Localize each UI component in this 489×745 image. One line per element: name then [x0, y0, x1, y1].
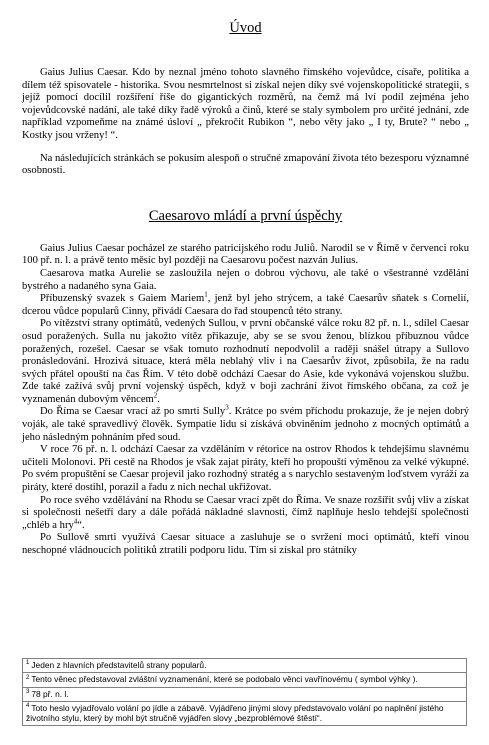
paragraph-text: . Krátce po svém příchodu prokazuje, že je nejen dobrý voják, ale také spravedlivý člověk. Sympatie lidu si získává obviněním jednoho z mocných optimátů a jeho následným pohnáním před soud.	[22, 406, 469, 443]
footnote-ref-4[interactable]: 4	[73, 517, 78, 526]
footnote-4	[23, 701, 466, 726]
footnote-text: Toto heslo vyjadřovalo volání po jídle a zábavě. Vyjádřeno jinými slovy představovalo volání po naplnění jistého životního stylu, který by mohl být stručně vyjádřen slovy „bezproblémové štěstí“.	[26, 702, 444, 724]
intro-paragraph-1: Gaius Julius Caesar. Kdo by neznal jméno tohoto slavného římského vojevůdce, císaře, politika a dílem též spisovatele - historika. Svou nesmrtelnost si získal nejen díky své vojenskopolitické strategii, s jejíž pomocí docílil rozšíření říše do gigantických rozměrů, na čemž má lví podíl zejména jeho vojevůdcovské nadání, ale také díky řadě výroků a činů, které se staly symbolem pro určité jednání, zde například vzpomeňme na známé úsloví „ překročit Rubikon “, nebo věty jako „ I ty, Brute? “ nebo „ Kostky jsou vrženy! “.	[22, 67, 469, 141]
intro-title: Úvod	[229, 20, 262, 36]
footnote-number: 1	[26, 660, 30, 667]
paragraph-text: Po roce svého vzdělávání na Rhodu se Caesar vrací zpět do Říma. Ve snaze rozšířit svůj vliv a získat si společnosti nešetří dary a dále pořádá nákladné slavnosti, čímž naplňuje heslo tehdejší společnosti „chléb a hry	[22, 494, 469, 531]
paragraph-text: Příbuzenský svazek s Gaiem Mariem	[40, 293, 205, 305]
paragraph-text: “.	[77, 519, 85, 531]
footnote-number: 3	[26, 688, 30, 695]
footnotes	[22, 658, 467, 726]
footnote-ref-2[interactable]: 2	[153, 391, 158, 400]
paragraph-text: , jenž byl jeho strýcem, a také Caesarův sňatek s Cornelií, dcerou vůdce popularů Cinny, přivádí Caesara do řad stoupenců této strany.	[22, 293, 469, 317]
footnote-number: 2	[26, 674, 30, 681]
footnote-text: Jeden z hlavních představitelů strany popularů.	[31, 660, 207, 670]
footnote-ref-1[interactable]: 1	[204, 290, 208, 299]
section-paragraph-5	[22, 403, 469, 444]
section-title: Caesarovo mládí a první úspěchy	[148, 207, 343, 224]
footnote-number: 4	[26, 703, 30, 710]
paragraph-text: Po vítězství strany optimátů, vedených Sullou, v první občanské válce roku 82 př. n. l., sdílel Caesar osud poražených. Sulla nu jakožto vítěz přikazuje, aby se se svou ženou, blízkou příbuznou vůdce poražených, rozešel. Caesar se však tomuto rozhodnutí nepodvolil a raději snášel útrapy a Sullovo pronásledování. Hrozivá situace, která měla neblahý vliv i na Caesarův život, způsobila, že na radu svých přátel opouští na čas Řím. V této době odchází Caesar do Asie, kde vykonává vojenskou službu. Zde také zažívá svůj první vojenský úspěch, když v boji zachrání život římského občana, za což je vyznamenán dubovým věncem	[22, 318, 469, 405]
section-paragraph-2: Caesarova matka Aurelie se zasloužila nejen o dobrou výchovu, ale také o všestranné vzdělání bystrého a nadaného syna Gaia.	[22, 267, 469, 292]
section-paragraph-1: Gaius Julius Caesar pocházel ze starého patricijského rodu Juliů. Narodil se v Římě v červenci roku 100 př. n. l. a právě tento měsíc byl později na Caesarovu počest nazván Julius.	[22, 242, 469, 267]
footnote-text: Tento věnec představoval zvláštní vyznamenání, které se podobalo věnci vavřínovému ( symbol výhky ).	[31, 674, 418, 685]
paragraph-text: Do Říma se Caesar vrací až po smrti Sully	[40, 406, 226, 418]
footnote-1	[23, 659, 466, 672]
footnote-3	[23, 687, 466, 701]
intro-paragraph-2: Na následujících stránkách se pokusím alespoň o stručné zmapování života této bezesporu významné osobnosti.	[22, 152, 469, 177]
section-paragraph-6: V roce 76 př. n. l. odchází Caesar za vzděláním v rétorice na ostrov Rhodos k tehdejšímu slavnému učiteli Molonovi. Při cestě na Rhodos je však zajat piráty, kteří ho propouští výměnou za velké výkupné. Po svém propuštění se Caesar projevil jako rozhodný stratég a s narychlo sestaveným loďstvem vyráží za piráty, které dostihl, porazil a řadu z nich nechal ukřižovat.	[22, 444, 469, 494]
section-paragraph-3	[22, 290, 469, 318]
footnote-text: 78 př. n. l.	[31, 688, 69, 699]
section-paragraph-4	[22, 318, 469, 406]
section-paragraph-7	[22, 495, 469, 533]
footnote-ref-3[interactable]: 3	[225, 403, 229, 412]
footnote-2	[23, 672, 466, 686]
paragraph-text: .	[157, 393, 160, 405]
section-paragraph-8: Po Sullově smrti využívá Caesar situace a zasluhuje se o svržení moci optimátů, kteří vinou neschopné vládnoucích politiků ztratili podporu lidu. Tím si získal pro státníky	[22, 532, 469, 556]
